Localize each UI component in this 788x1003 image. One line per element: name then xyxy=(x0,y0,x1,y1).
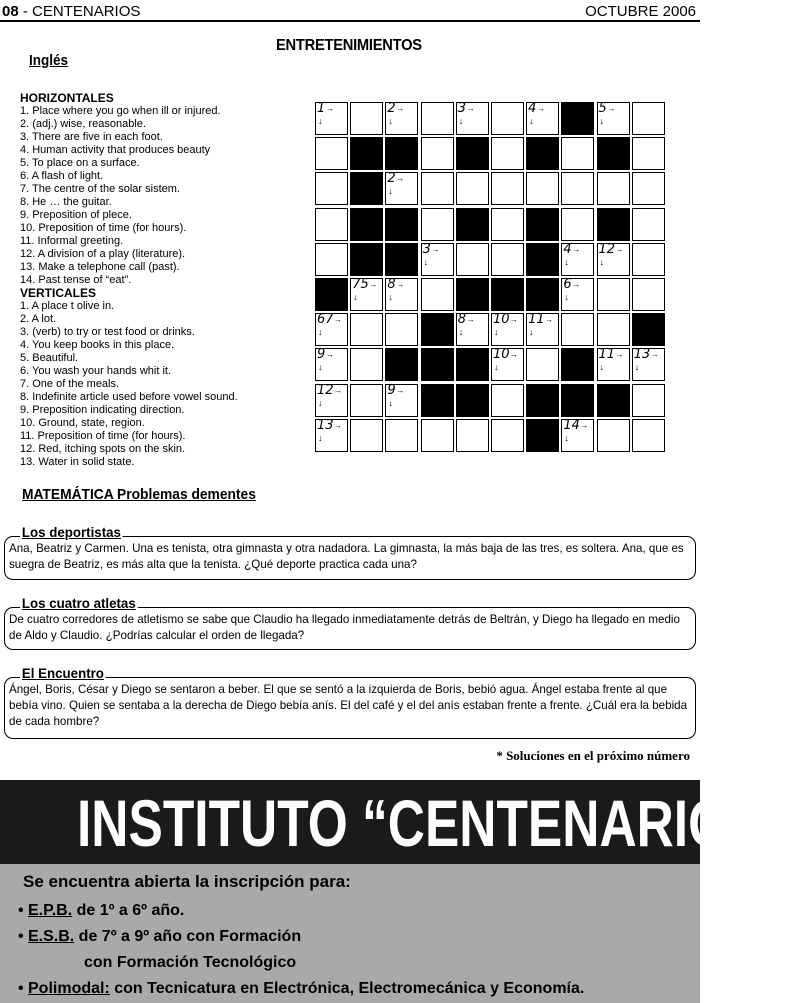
crossword-cell[interactable] xyxy=(632,208,665,241)
cell-number: 8 xyxy=(457,312,467,328)
crossword-cell xyxy=(561,102,594,135)
crossword-cell[interactable] xyxy=(491,102,524,135)
crossword-cell[interactable] xyxy=(526,102,559,135)
crossword-cell xyxy=(526,419,559,452)
arrow-down-icon: ↓ xyxy=(529,327,534,338)
crossword-cell[interactable] xyxy=(350,102,383,135)
arrow-right-icon: → xyxy=(334,385,342,395)
crossword-cell[interactable] xyxy=(561,208,594,241)
clue-item: 11. Informal greeting. xyxy=(20,235,124,247)
crossword-cell[interactable] xyxy=(491,208,524,241)
arrow-right-icon: → xyxy=(537,104,546,113)
crossword-cell[interactable] xyxy=(597,243,630,276)
crossword-cell[interactable] xyxy=(491,243,524,276)
clue-item: 12. Red, itching spots on the skin. xyxy=(20,443,186,455)
crossword-cell[interactable] xyxy=(597,172,630,205)
clue-item: 2. A lot. xyxy=(20,313,57,325)
crossword-cell xyxy=(597,208,630,241)
crossword-cell[interactable] xyxy=(350,348,383,381)
problem-title-encuentro: El Encuentro xyxy=(21,665,104,681)
clue-item: 2. (adj.) wise, reasonable. xyxy=(20,118,146,130)
clue-item: 1. Place where you go when ill or injured. xyxy=(20,105,221,117)
arrow-down-icon: ↓ xyxy=(599,116,604,126)
arrow-right-icon: → xyxy=(650,350,659,360)
clue-item: 12. A division of a play (literature). xyxy=(20,248,186,260)
cell-number: 3 xyxy=(422,241,431,257)
arrow-right-icon: → xyxy=(580,420,589,430)
arrow-right-icon: → xyxy=(369,279,378,289)
crossword-cell[interactable] xyxy=(597,313,630,346)
crossword-cell[interactable] xyxy=(491,172,524,205)
crossword-cell[interactable] xyxy=(632,137,665,170)
crossword-cell[interactable] xyxy=(561,419,594,452)
arrow-down-icon: ↓ xyxy=(353,291,358,302)
ad-item-key: Polimodal: xyxy=(28,980,110,997)
crossword-cell[interactable] xyxy=(632,419,665,452)
crossword-cell[interactable] xyxy=(632,102,665,135)
cell-number: 2 xyxy=(387,171,396,187)
clue-item: 9. Preposition of plece. xyxy=(20,209,132,221)
arrow-down-icon: ↓ xyxy=(529,116,534,126)
crossword-cell[interactable] xyxy=(421,137,454,170)
crossword-cell[interactable] xyxy=(315,419,348,452)
arrow-down-icon: ↓ xyxy=(318,116,323,126)
clue-item: 8. Indefinite article used before vowel sound. xyxy=(20,391,238,403)
clue-item: 4. Human activity that produces beauty xyxy=(20,144,211,156)
clue-item: 1. A place t olive in. xyxy=(20,300,115,312)
bullet-icon: • xyxy=(18,928,24,945)
cell-number: 13 xyxy=(317,417,334,433)
crossword-cell[interactable] xyxy=(385,172,418,205)
arrow-right-icon: → xyxy=(615,350,624,360)
problem-box-deportistas: Ana, Beatriz y Carmen. Una es tenista, otra gimnasta y otra nadadora. La gimnasta, la más baja de las tres, es soltera. Ana, que es suegra de Beatriz, es más alta que la tenista. ¿Qué deporte practica cada una? xyxy=(4,536,696,580)
crossword-cell xyxy=(597,137,630,170)
arrow-right-icon: → xyxy=(572,279,581,289)
section-title: ENTRETENIMIENTOS xyxy=(276,37,422,54)
cell-number: 5 xyxy=(598,101,607,116)
arrow-right-icon: → xyxy=(396,279,405,289)
ad-item-key: E.P.B. xyxy=(28,902,73,919)
arrow-right-icon: → xyxy=(396,174,405,184)
cell-number: 14 xyxy=(563,417,580,433)
cell-number: 12 xyxy=(317,382,334,398)
crossword-cell[interactable] xyxy=(421,172,454,205)
arrow-down-icon: ↓ xyxy=(458,116,464,126)
arrow-right-icon: → xyxy=(545,315,554,325)
section-name: - CENTENARIOS xyxy=(22,3,141,20)
crossword-cell[interactable] xyxy=(456,313,489,346)
crossword-cell xyxy=(491,278,524,311)
header-left xyxy=(2,3,140,20)
crossword-cell[interactable] xyxy=(350,278,383,311)
arrow-right-icon: → xyxy=(466,315,475,325)
crossword-cell xyxy=(350,208,383,241)
crossword-cell xyxy=(526,384,559,417)
crossword-grid[interactable] xyxy=(314,101,666,453)
arrow-right-icon: → xyxy=(572,244,581,254)
arrow-down-icon: ↓ xyxy=(423,256,429,267)
crossword-cell xyxy=(526,137,559,170)
arrow-down-icon: ↓ xyxy=(634,362,640,373)
crossword-cell[interactable] xyxy=(561,243,594,276)
crossword-cell[interactable] xyxy=(561,137,594,170)
arrow-right-icon: → xyxy=(334,420,342,430)
arrow-down-icon: ↓ xyxy=(564,291,569,302)
crossword-cell[interactable] xyxy=(421,102,454,135)
bullet-icon: • xyxy=(18,980,24,997)
arrow-down-icon: ↓ xyxy=(318,327,323,338)
arrow-right-icon: → xyxy=(326,350,334,360)
crossword-cell[interactable] xyxy=(315,348,348,381)
clue-item: 3. (verb) to try or test food or drinks. xyxy=(20,326,195,338)
clue-item: 10. Preposition of time (for hours). xyxy=(20,222,187,234)
clue-item: 8. He … the guitar. xyxy=(20,196,112,208)
crossword-cell[interactable] xyxy=(456,243,489,276)
clue-item: 6. A flash of light. xyxy=(20,170,104,182)
crossword-cell[interactable] xyxy=(421,208,454,241)
crossword-cell[interactable] xyxy=(632,243,665,276)
clue-item: 7. The centre of the solar sistem. xyxy=(20,183,180,195)
crossword-cell[interactable] xyxy=(526,172,559,205)
problem-box-encuentro: Ángel, Boris, César y Diego se sentaron a beber. El que se sentó a la izquierda de Boris, bebió agua. Ángel estaba frente al que bebía vino. Quien se sentaba a la derecha de Diego bebía anís. El del café y el del anís estaban frente a frente. ¿Cuál era la bebida de cada hombre? xyxy=(4,677,696,739)
cell-number: 10 xyxy=(492,347,510,363)
cell-number: 12 xyxy=(598,241,616,257)
header-date: OCTUBRE 2006 xyxy=(585,3,696,20)
crossword-cell[interactable] xyxy=(597,419,630,452)
ad-item-text: de 7º a 9º año con Formación xyxy=(74,928,302,945)
crossword-cell[interactable] xyxy=(491,137,524,170)
crossword-cell xyxy=(385,348,418,381)
institute-name: INSTITUTO “CENTENARIOS” xyxy=(77,786,788,860)
clue-item: 7. One of the meals. xyxy=(20,378,120,390)
clue-item: 5. Beautiful. xyxy=(20,352,79,364)
arrow-down-icon: ↓ xyxy=(388,397,393,408)
crossword-cell[interactable] xyxy=(315,384,348,417)
clue-item: 4. You keep books in this place. xyxy=(20,339,175,351)
ingles-title: Inglés xyxy=(29,52,69,69)
arrow-down-icon: ↓ xyxy=(493,362,499,373)
cell-number: 6 xyxy=(563,276,572,292)
crossword-cell xyxy=(385,243,418,276)
arrow-right-icon: → xyxy=(607,104,616,113)
crossword-cell[interactable] xyxy=(526,348,559,381)
crossword-cell[interactable] xyxy=(456,419,489,452)
crossword-cell xyxy=(526,278,559,311)
crossword-cell[interactable] xyxy=(456,102,489,135)
arrow-right-icon: → xyxy=(509,350,518,360)
cell-number: 9 xyxy=(317,347,326,363)
matematica-title: MATEMÁTICA Problemas dementes xyxy=(22,486,256,503)
cell-number: 67 xyxy=(317,312,334,328)
crossword-cell[interactable] xyxy=(561,172,594,205)
crossword-cell[interactable] xyxy=(421,278,454,311)
cell-number: 75 xyxy=(352,276,369,292)
arrow-right-icon: → xyxy=(509,315,518,325)
crossword-cell[interactable] xyxy=(597,278,630,311)
page-header xyxy=(0,0,700,22)
crossword-cell xyxy=(561,384,594,417)
arrow-right-icon: → xyxy=(396,104,405,113)
crossword-cell[interactable] xyxy=(561,313,594,346)
cell-number: 13 xyxy=(633,347,651,363)
crossword-cell[interactable] xyxy=(632,172,665,205)
clue-item: 13. Water in solid state. xyxy=(20,456,135,468)
crossword-cell xyxy=(456,348,489,381)
crossword-cell xyxy=(561,348,594,381)
clue-item: 5. To place on a surface. xyxy=(20,157,140,169)
crossword-cell[interactable] xyxy=(315,243,348,276)
crossword-cell[interactable] xyxy=(491,313,524,346)
problem-title-atletas: Los cuatro atletas xyxy=(21,595,136,611)
inscription-ad xyxy=(0,864,700,1003)
crossword-cell[interactable] xyxy=(561,278,594,311)
clue-item: 3. There are five in each foot. xyxy=(20,131,163,143)
ad-item-key: E.S.B. xyxy=(28,928,75,945)
arrow-down-icon: ↓ xyxy=(388,291,393,302)
crossword-cell[interactable] xyxy=(597,102,630,135)
crossword-cell xyxy=(456,137,489,170)
crossword-cell[interactable] xyxy=(385,278,418,311)
crossword-cell xyxy=(385,208,418,241)
crossword-cell xyxy=(421,313,454,346)
ad-lead: Se encuentra abierta la inscripción para: xyxy=(23,872,351,891)
arrow-down-icon: ↓ xyxy=(493,327,499,338)
crossword-cell[interactable] xyxy=(385,419,418,452)
vertical-clues xyxy=(20,300,310,469)
cell-number: 2 xyxy=(387,101,396,116)
crossword-cell[interactable] xyxy=(315,102,348,135)
problem-title-deportistas: Los deportistas xyxy=(21,524,121,540)
crossword-cell[interactable] xyxy=(350,419,383,452)
arrow-down-icon: ↓ xyxy=(388,186,393,197)
crossword-cell[interactable] xyxy=(421,419,454,452)
arrow-down-icon: ↓ xyxy=(599,362,604,373)
arrow-right-icon: → xyxy=(396,385,405,395)
clue-item: 14. Past tense of “eat”. xyxy=(20,274,132,286)
arrow-down-icon: ↓ xyxy=(318,432,323,443)
crossword-cell[interactable] xyxy=(632,278,665,311)
ad-item-text: con Tecnicatura en Electrónica, Electromecánica y Economía. xyxy=(109,980,585,997)
crossword-cell[interactable] xyxy=(491,384,524,417)
ad-item-text: con Formación Tecnológico xyxy=(84,954,297,971)
crossword-cell xyxy=(350,137,383,170)
crossword-cell[interactable] xyxy=(456,172,489,205)
cell-number: 1 xyxy=(317,101,326,116)
institute-banner xyxy=(0,780,788,864)
cell-number: 11 xyxy=(598,347,616,363)
crossword-cell xyxy=(632,313,665,346)
cell-number: 10 xyxy=(492,312,510,328)
crossword-cell xyxy=(526,243,559,276)
crossword-cell xyxy=(315,278,348,311)
crossword-cell[interactable] xyxy=(350,384,383,417)
cell-number: 11 xyxy=(528,312,545,328)
arrow-right-icon: → xyxy=(326,104,334,113)
solutions-note: * Soluciones en el próximo número xyxy=(496,748,690,763)
clue-item: 10. Ground, state, region. xyxy=(20,417,145,429)
crossword-cell[interactable] xyxy=(385,313,418,346)
crossword-cell[interactable] xyxy=(385,384,418,417)
clue-item: 6. You wash your hands whit it. xyxy=(20,365,172,377)
crossword-cell[interactable] xyxy=(526,313,559,346)
crossword-cell xyxy=(350,243,383,276)
crossword-cell xyxy=(421,348,454,381)
problem-box-atletas: De cuatro corredores de atletismo se sabe que Claudio ha llegado inmediatamente detrás de Beltrán, y Diego ha llegado en medio de Aldo y Claudio. ¿Podrías calcular el orden de llegada? xyxy=(4,607,696,650)
arrow-down-icon: ↓ xyxy=(318,397,323,408)
bullet-icon: • xyxy=(18,902,24,919)
crossword-cell xyxy=(456,384,489,417)
crossword-cell[interactable] xyxy=(632,348,665,381)
crossword-cell xyxy=(385,137,418,170)
clues-list xyxy=(20,92,310,469)
arrow-right-icon: → xyxy=(334,315,342,325)
crossword-cell xyxy=(597,384,630,417)
ad-item-text: de 1º a 6º año. xyxy=(72,902,185,919)
crossword-cell xyxy=(421,384,454,417)
crossword-cell[interactable] xyxy=(315,313,348,346)
horizontales-label: HORIZONTALES xyxy=(20,91,114,105)
arrow-down-icon: ↓ xyxy=(564,432,569,443)
crossword-cell xyxy=(456,208,489,241)
crossword-cell[interactable] xyxy=(315,172,348,205)
cell-number: 3 xyxy=(457,101,467,116)
crossword-cell[interactable] xyxy=(491,419,524,452)
crossword-cell[interactable] xyxy=(491,348,524,381)
crossword-cell[interactable] xyxy=(632,384,665,417)
cell-number: 4 xyxy=(528,101,537,116)
arrow-down-icon: ↓ xyxy=(458,327,464,338)
crossword-cell[interactable] xyxy=(385,102,418,135)
crossword-cell xyxy=(456,278,489,311)
ad-item-epb xyxy=(18,902,184,920)
arrow-right-icon: → xyxy=(615,244,624,254)
horizontal-clues xyxy=(20,105,310,287)
clue-item: 9. Preposition indicating direction. xyxy=(20,404,185,416)
crossword-cell[interactable] xyxy=(350,313,383,346)
crossword-cell[interactable] xyxy=(315,137,348,170)
cell-number: 8 xyxy=(387,276,396,292)
verticales-label: VERTICALES xyxy=(20,286,97,300)
arrow-down-icon: ↓ xyxy=(388,116,393,126)
crossword-cell xyxy=(526,208,559,241)
ad-item-polimodal xyxy=(18,980,584,998)
ad-item-esb-cont xyxy=(84,954,296,972)
crossword-cell[interactable] xyxy=(315,208,348,241)
clue-item: 11. Preposition of time (for hours). xyxy=(20,430,186,442)
crossword-cell xyxy=(350,172,383,205)
arrow-down-icon: ↓ xyxy=(564,256,569,267)
arrow-down-icon: ↓ xyxy=(318,362,323,373)
arrow-down-icon: ↓ xyxy=(599,256,604,267)
crossword-cell[interactable] xyxy=(597,348,630,381)
arrow-right-icon: → xyxy=(466,104,475,113)
cell-number: 4 xyxy=(563,241,572,257)
cell-number: 9 xyxy=(387,382,396,398)
crossword-cell[interactable] xyxy=(421,243,454,276)
clue-item: 13. Make a telephone call (past). xyxy=(20,261,180,273)
page-number: 08 xyxy=(2,3,19,20)
arrow-right-icon: → xyxy=(431,244,440,254)
ad-item-esb xyxy=(18,928,301,946)
